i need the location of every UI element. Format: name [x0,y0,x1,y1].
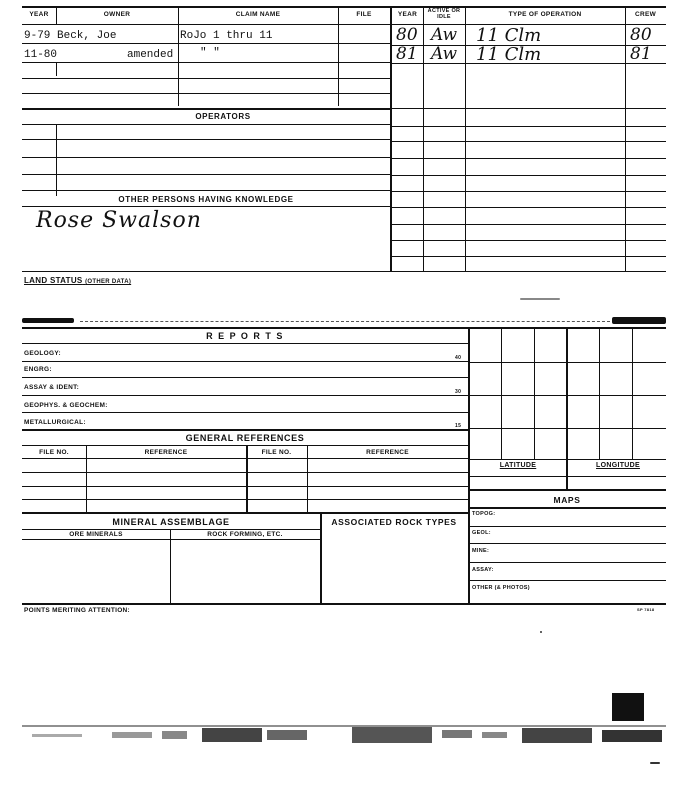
ref-header-reference: REFERENCE [366,449,409,456]
scan-black-square [612,693,644,721]
row-line [22,206,390,207]
row-line [392,240,666,241]
row-line [22,124,390,125]
general-references-heading: GENERAL REFERENCES [185,433,305,443]
row-line [22,529,320,530]
grid-line [468,428,666,429]
row-line [22,458,468,459]
op-crew-entry: 81 [630,44,652,64]
grid-line [632,327,633,459]
claim-entry: " " [200,47,220,59]
row-line [22,395,468,396]
row-line [22,62,390,63]
grid-line [566,327,568,459]
op-status-entry: Aw [431,44,458,64]
maps-assay: ASSAY: [472,567,494,573]
form-number: SP 7818 [637,607,655,612]
op-type-entry: 11 Clm [476,44,542,65]
header-claim-name: CLAIM NAME [235,11,281,18]
row-line [22,361,468,362]
row-line [22,139,390,140]
op-year-entry: 81 [396,44,418,64]
op-crew-entry: 80 [630,25,652,45]
row-line [22,78,390,79]
points-meriting-label: POINTS MERITING ATTENTION: [24,607,131,614]
grid-line [501,327,502,459]
grid-line [468,526,666,527]
bottom-border [22,603,666,605]
mineral-assemblage-heading: MINERAL ASSEMBLAGE [112,517,230,527]
claim-entry: RoJo 1 thru 11 [180,30,273,42]
land-status-note: (OTHER DATA) [85,279,132,285]
row-line [22,343,468,344]
scan-noise-svg [22,722,666,748]
op-year-entry: 80 [396,25,418,45]
report-num: 30 [455,389,462,395]
grid-line [468,362,666,363]
row-line [22,412,468,413]
scan-noise-band [22,722,666,748]
row-line [22,486,468,487]
report-label-geophys: GEOPHYS. & GEOCHEM: [24,402,108,409]
scan-speck [650,762,660,764]
header-owner: OWNER [103,11,131,18]
report-label-engrg: ENGRG: [24,366,52,373]
scan-speck [520,298,560,300]
reports-heading: R E P O R T S [206,331,284,341]
row-line [22,512,468,514]
maps-heading: MAPS [553,495,581,505]
row-line [22,190,390,191]
grid-line [599,327,600,459]
operators-top-border [22,108,390,110]
ref-header-reference: REFERENCE [144,449,188,456]
header-file: FILE [356,11,372,18]
claim-table-top-border [22,6,392,8]
grid-line [468,507,666,509]
row-line [22,174,390,175]
row-line [392,108,666,109]
header-active-idle: ACTIVE OR IDLE [427,8,461,20]
header-crew: CREW [634,11,657,18]
row-line [392,158,666,159]
row-line [392,256,666,257]
col-divider [338,6,339,106]
claim-table-header-line [22,24,392,25]
row-line [392,126,666,127]
report-num: 15 [455,423,462,429]
ref-header-file-no: FILE NO. [39,449,69,456]
land-status-label [24,276,131,285]
row-line [22,93,390,94]
row-line [392,141,666,142]
row-line [22,377,468,378]
row-line [22,43,390,44]
owner-entry: 9-79 Beck, Joe [24,30,117,42]
land-status-title: LAND STATUS [24,276,83,285]
fold-line [80,321,610,322]
top-area-bottom-border [22,271,666,272]
row-line [22,472,468,473]
rock-forming-heading: ROCK FORMING, ETC. [207,531,283,538]
col-divider [56,124,57,196]
scan-mark [22,318,74,323]
grid-line [468,543,666,544]
owner-note: amended [127,49,174,61]
report-label-metallurgical: METALLURGICAL: [24,419,86,426]
report-label-assay: ASSAY & IDENT: [24,384,80,391]
col-divider [320,513,322,603]
col-divider [56,62,57,76]
other-persons-heading: OTHER PERSONS HAVING KNOWLEDGE [118,195,294,204]
operators-heading: OPERATORS [195,112,251,121]
grid-line [566,459,568,489]
latitude-label: LATITUDE [499,462,537,469]
ref-header-file-no: FILE NO. [261,449,292,456]
scan-speck [540,631,542,633]
row-line [22,429,468,431]
report-num: 40 [455,355,462,361]
grid-line [468,580,666,581]
col-divider [178,6,179,106]
op-type-entry: 11 Clm [476,25,542,46]
grid-line [468,395,666,396]
grid-line [468,489,666,491]
header-year: YEAR [29,11,49,18]
grid-line [534,327,535,459]
row-line [22,499,468,500]
owner-entry: 11-80 [24,49,58,61]
ore-minerals-heading: ORE MINERALS [69,531,123,538]
header-op-year: YEAR [397,11,418,18]
row-line [22,445,468,446]
row-line [392,191,666,192]
other-person-signature: Rose Swalson [36,208,202,233]
associated-rock-types-heading: ASSOCIATED ROCK TYPES [331,517,457,527]
row-line [392,207,666,208]
reports-top-border [22,327,666,329]
col-divider [170,529,171,603]
maps-mine: MINE: [472,548,490,554]
scan-mark [612,317,666,324]
row-line [22,539,320,540]
row-line [392,224,666,225]
report-label-geology: GEOLOGY: [24,350,61,357]
grid-line [468,562,666,563]
op-status-entry: Aw [431,25,458,45]
header-type-operation: TYPE OF OPERATION [508,11,582,18]
row-line [392,175,666,176]
maps-geol: GEOL: [472,530,491,536]
maps-topog: TOPOG: [472,511,496,517]
maps-other: OTHER (& PHOTOS) [472,585,530,591]
row-line [22,157,390,158]
longitude-label: LONGITUDE [596,462,640,469]
